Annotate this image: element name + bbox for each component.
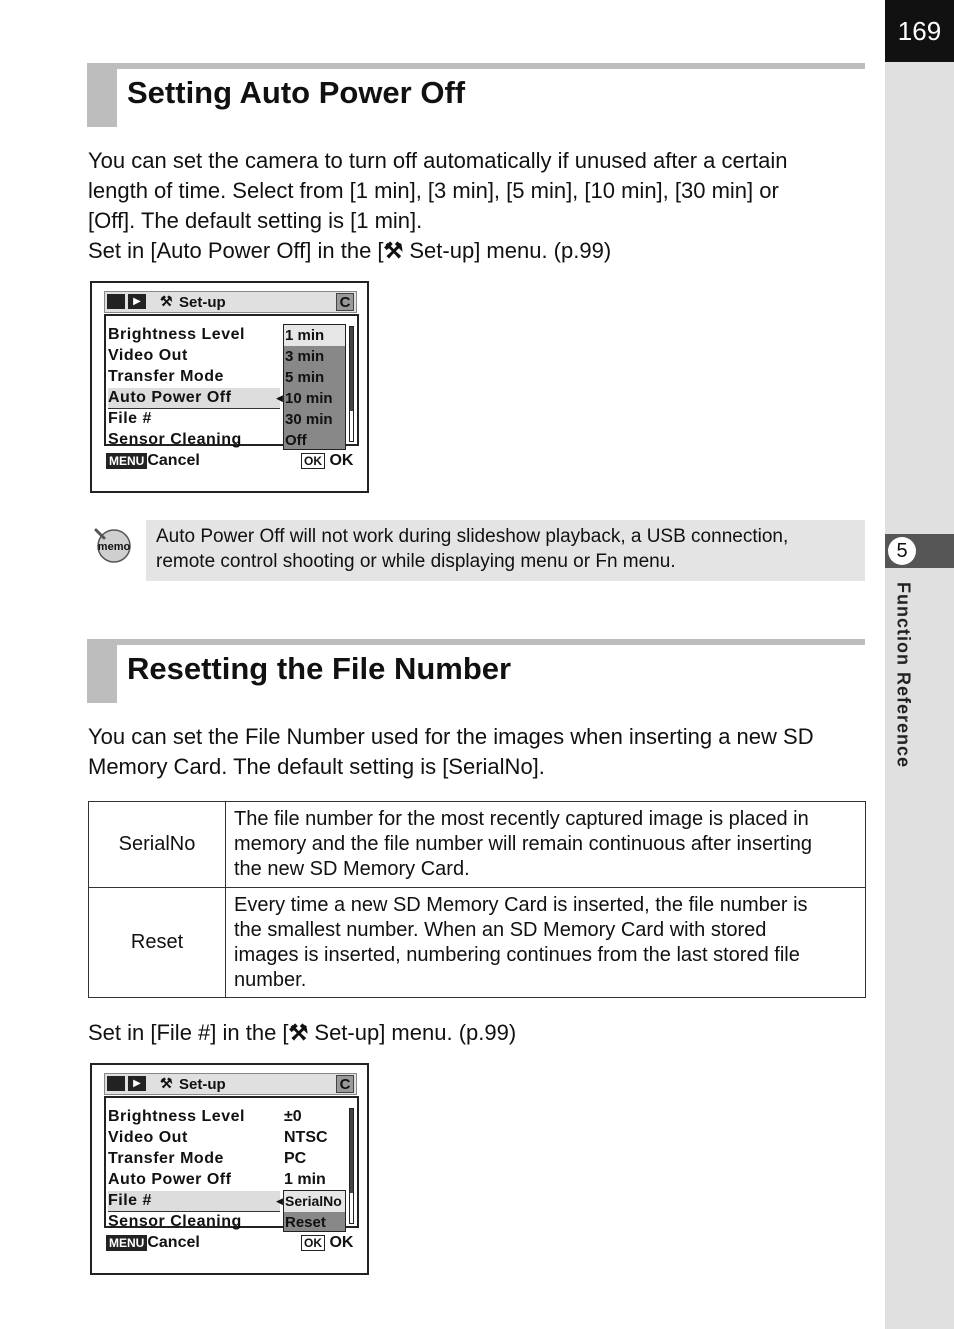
paragraph-line: You can set the File Number used for the images when inserting a new SD xyxy=(88,724,814,749)
option-name: SerialNo xyxy=(89,802,226,888)
menu-item-selected: Auto Power Off xyxy=(108,388,280,409)
lcd-tab-bar xyxy=(104,1073,357,1095)
file-number-options-table xyxy=(88,801,866,998)
option-description xyxy=(226,802,866,888)
wrench-icon: ⚒ xyxy=(383,238,404,263)
cancel-hint xyxy=(106,1234,200,1252)
menu-item: Brightness Level xyxy=(108,326,245,343)
description-line: number. xyxy=(234,968,307,991)
dropdown-option: Off xyxy=(285,432,307,449)
set-in-suffix: Set-up] menu. (p.99) xyxy=(308,1020,517,1045)
memo-icon xyxy=(92,524,132,564)
set-in-prefix: Set in [File #] in the [ xyxy=(88,1020,289,1045)
memo-text xyxy=(156,524,788,574)
menu-item: Auto Power Off xyxy=(108,1171,232,1188)
lcd-tab-bar xyxy=(104,291,357,313)
paragraph-line: You can set the camera to turn off automatically if unused after a certain xyxy=(88,148,788,173)
chapter-label xyxy=(878,582,928,782)
paragraph-line: Memory Card. The default setting is [SerialNo]. xyxy=(88,754,545,779)
dropdown-option-selected: SerialNo xyxy=(284,1191,345,1212)
ok-label: OK xyxy=(329,452,354,469)
section-heading-auto-power-off xyxy=(87,63,865,127)
selection-arrow-icon: ◀ xyxy=(276,1196,283,1206)
set-in-prefix: Set in [Auto Power Off] in the [ xyxy=(88,238,384,263)
menu-value: NTSC xyxy=(284,1129,328,1146)
ok-key-icon: OK xyxy=(301,453,325,469)
playback-icon: ▶ xyxy=(128,294,146,309)
memo-line: Auto Power Off will not work during slideshow playback, a USB connection, xyxy=(156,526,789,547)
description-line: memory and the file number will remain continuous after inserting xyxy=(234,833,813,855)
ok-hint xyxy=(301,1234,353,1252)
heading-block xyxy=(87,639,117,703)
ok-key-icon: OK xyxy=(301,1235,325,1251)
cancel-hint xyxy=(106,452,200,470)
cancel-label: Cancel xyxy=(147,1234,200,1251)
dropdown-option-selected: 1 min xyxy=(284,325,345,346)
description-line: The file number for the most recently captured image is placed in xyxy=(234,808,809,830)
dropdown-option: Reset xyxy=(285,1214,326,1231)
section-heading-file-number xyxy=(87,639,865,703)
dropdown-option: 10 min xyxy=(285,390,333,407)
description-line: the new SD Memory Card. xyxy=(234,858,470,880)
memo-box xyxy=(146,520,865,581)
camera-icon xyxy=(107,294,125,309)
tab-label: Set-up xyxy=(179,1076,226,1093)
paragraph-line: length of time. Select from [1 min], [3 min], [5 min], [10 min], [30 min] or xyxy=(88,178,779,203)
lcd-screen-auto-power-off xyxy=(90,281,369,493)
dropdown-list xyxy=(283,1190,346,1232)
lcd-menu xyxy=(104,314,359,449)
paragraph-line: [Off]. The default setting is [1 min]. xyxy=(88,208,423,233)
menu-item-selected: File # xyxy=(108,1191,280,1212)
option-name: Reset xyxy=(89,888,226,998)
ok-hint xyxy=(301,452,353,470)
dropdown-list xyxy=(283,324,346,450)
menu-value: 1 min xyxy=(284,1171,326,1188)
heading-block xyxy=(87,63,117,127)
dropdown-option: 30 min xyxy=(285,411,333,428)
chapter-number: 5 xyxy=(888,537,916,565)
menu-item: Sensor Cleaning xyxy=(108,1213,242,1230)
page-number: 169 xyxy=(885,0,954,62)
custom-icon: C xyxy=(336,1075,354,1093)
set-in-line xyxy=(88,236,788,266)
scrollbar-thumb xyxy=(350,1109,353,1193)
menu-item: Video Out xyxy=(108,1129,188,1146)
wrench-icon: ⚒ xyxy=(288,1020,309,1045)
option-description xyxy=(226,888,866,998)
section1-paragraph xyxy=(88,146,788,266)
set-in-suffix: Set-up] menu. (p.99) xyxy=(403,238,612,263)
menu-key-icon: MENU xyxy=(106,1235,147,1251)
menu-item: Brightness Level xyxy=(108,1108,245,1125)
menu-value: PC xyxy=(284,1150,307,1167)
chapter-title: Function Reference xyxy=(893,582,914,769)
memo-icon-label: memo xyxy=(97,541,131,553)
section2-paragraph xyxy=(88,722,814,782)
selection-arrow-icon: ◀ xyxy=(276,393,283,403)
camera-icon xyxy=(107,1076,125,1091)
menu-item: Video Out xyxy=(108,347,188,364)
menu-value: ±0 xyxy=(284,1108,302,1125)
description-line: Every time a new SD Memory Card is inserted, the file number is xyxy=(234,893,808,916)
heading-rule xyxy=(87,63,865,69)
scrollbar xyxy=(349,326,354,442)
lcd-menu xyxy=(104,1096,359,1231)
wrench-icon: ⚒ xyxy=(160,1075,173,1091)
scrollbar-thumb xyxy=(350,327,353,411)
wrench-icon: ⚒ xyxy=(160,293,173,309)
menu-item: Sensor Cleaning xyxy=(108,431,242,448)
custom-icon: C xyxy=(336,293,354,311)
lcd-screen-file-number xyxy=(90,1063,369,1275)
dropdown-option: 3 min xyxy=(285,348,325,365)
scrollbar xyxy=(349,1108,354,1224)
dropdown-option: 5 min xyxy=(285,369,325,386)
section-title: Setting Auto Power Off xyxy=(127,75,466,110)
table-row xyxy=(89,802,866,888)
description-line: the smallest number. When an SD Memory Card with stored xyxy=(234,918,767,941)
description-line: images is inserted, numbering continues from the last stored file xyxy=(234,943,800,966)
section-title: Resetting the File Number xyxy=(127,651,512,686)
heading-rule xyxy=(87,639,865,645)
table-row xyxy=(89,888,866,998)
menu-item: Transfer Mode xyxy=(108,368,224,385)
ok-label: OK xyxy=(329,1234,354,1251)
menu-key-icon: MENU xyxy=(106,453,147,469)
cancel-label: Cancel xyxy=(147,452,200,469)
memo-line: remote control shooting or while displaying menu or Fn menu. xyxy=(156,551,676,572)
tab-label: Set-up xyxy=(179,294,226,311)
menu-item: File # xyxy=(108,410,152,427)
menu-item: Transfer Mode xyxy=(108,1150,224,1167)
playback-icon: ▶ xyxy=(128,1076,146,1091)
set-in-line-2 xyxy=(88,1018,516,1048)
